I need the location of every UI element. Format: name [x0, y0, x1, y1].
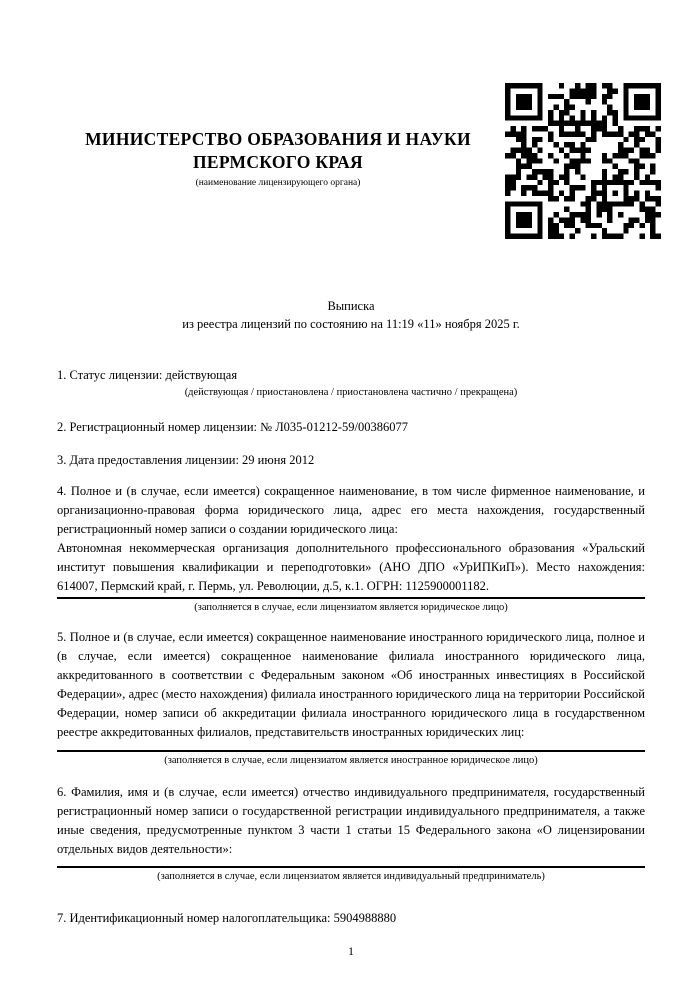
authority-name-line2: ПЕРМСКОГО КРАЯ: [193, 152, 363, 173]
item-registration-number: 2. Регистрационный номер лицензии: № Л035-01212-59/00386077: [57, 420, 408, 435]
authority-name-line1: МИНИСТЕРСТВО ОБРАЗОВАНИЯ И НАУКИ: [85, 129, 471, 149]
entrepreneur-caption: (заполняется в случае, если лицензиатом является индивидуальный предприниматель): [157, 871, 545, 883]
item-legal-entity-value: Автономная некоммерческая организация дополнительного профессионального образования «Уральский институт повышения квалификации и переподготовки» (АНО ДПО «УрИПКиП»). Место нахождения: 614007, Пермский край, г. Пермь, ул. Революции, д.5, к.1. ОГРН: 1125900001182.: [57, 541, 645, 594]
item-license-status: 1. Статус лицензии: действующая: [57, 368, 238, 383]
page-number: 1: [348, 944, 354, 959]
foreign-entity-fill-line: [57, 750, 645, 752]
item-license-grant-date: 3. Дата предоставления лицензии: 29 июня 2012: [57, 453, 315, 468]
document-title-line2: из реестра лицензий по состоянию на 11:19 «11» ноября 2025 г.: [182, 317, 520, 332]
foreign-entity-caption: (заполняется в случае, если лицензиатом является иностранное юридическое лицо): [164, 755, 538, 767]
legal-entity-fill-line: [57, 597, 645, 599]
license-status-caption: (действующая / приостановлена / приостановлена частично / прекращена): [184, 387, 518, 399]
legal-entity-caption: (заполняется в случае, если лицензиатом является юридическое лицо): [194, 602, 508, 614]
document-title: [57, 297, 645, 333]
item-taxpayer-number: 7. Идентификационный номер налогоплательщика: 5904988880: [57, 911, 397, 926]
authority-caption: (наименование лицензирующего органа): [195, 178, 361, 189]
item-foreign-entity-intro: 5. Полное и (в случае, если имеется) сокращенное наименование иностранного юридического лица, полное и (в случае, если имеется) сокращенное наименование филиала иностранного юридического лица, аккредитованного в соответствии с Федеральным законом «Об иностранных инвестициях в Российской Федерации», адрес (место нахождения) филиала иностранного юридического лица на территории Российской Федерации, номер записи об аккредитации филиала иностранного юридического лица в государственном реестре аккредитованных филиалов, представительств иностранных юридических лиц:: [57, 630, 645, 740]
item-entrepreneur-intro: 6. Фамилия, имя и (в случае, если имеется) отчество индивидуального предпринимателя, государственный регистрационный номер записи о государственной регистрации индивидуального предпринимателя, а также иные сведения, предусмотренные пунктом 3 части 1 статьи 15 Федерального закона «О лицензировании отдельных видов деятельности»:: [57, 785, 645, 857]
item-legal-entity-intro: 4. Полное и (в случае, если имеется) сокращенное наименование, в том числе фирменное наименование, и организационно-правовая форма юридического лица, адрес его места нахождения, государственный регистрационный номер записи о создании юридического лица:: [57, 484, 645, 537]
entrepreneur-fill-line: [57, 866, 645, 868]
licensing-authority-block: [57, 128, 499, 189]
qr-code-icon: [505, 83, 661, 239]
document-title-line1: Выписка: [327, 299, 375, 314]
